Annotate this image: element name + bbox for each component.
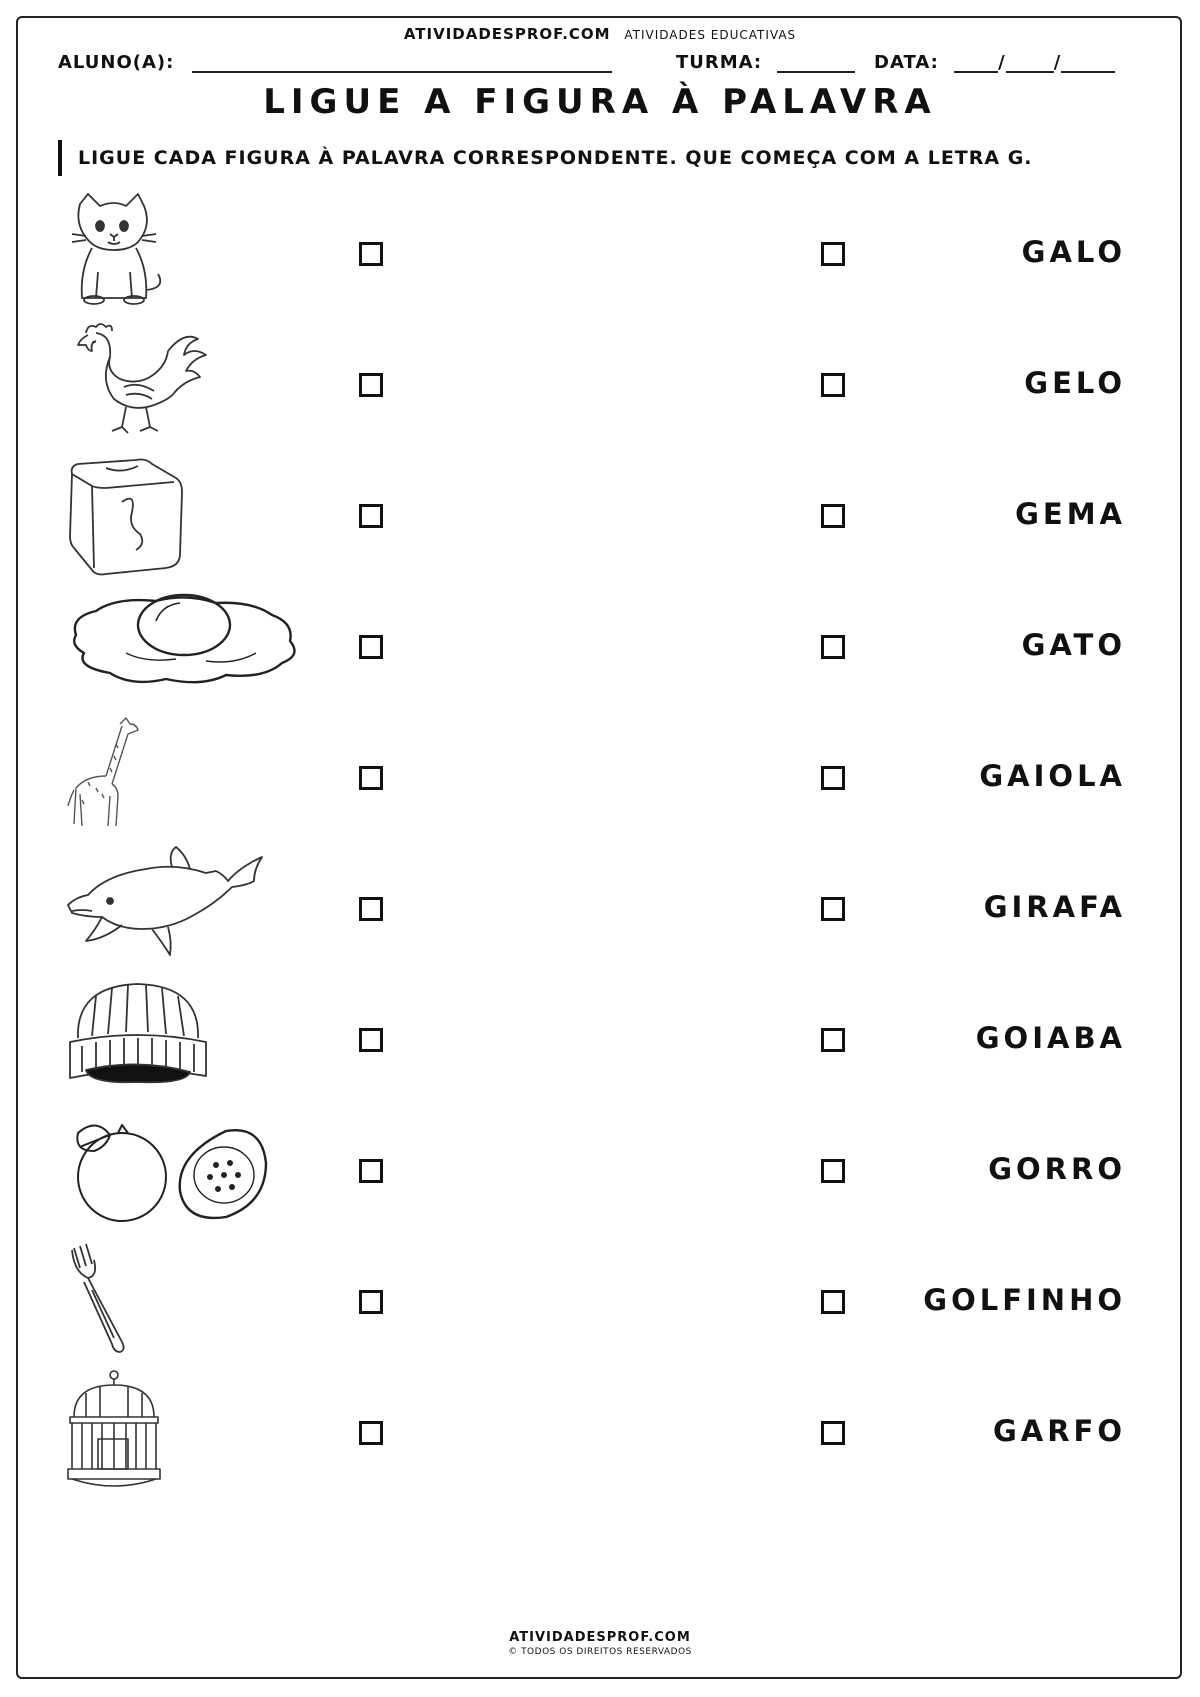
word-checkbox[interactable]: [821, 1159, 845, 1183]
page-title: LIGUE A FIGURA À PALAVRA: [263, 82, 937, 122]
rooster-icon: [66, 321, 306, 446]
day-line[interactable]: [954, 53, 998, 73]
word-checkbox[interactable]: [821, 1421, 845, 1445]
word-label: GOLFINHO: [923, 1283, 1126, 1317]
match-row: [0, 452, 1200, 582]
picture-checkbox[interactable]: [359, 766, 383, 790]
match-row: [0, 1107, 1200, 1237]
dolphin-icon: [66, 845, 306, 970]
picture-checkbox[interactable]: [359, 1290, 383, 1314]
match-row: [0, 321, 1200, 451]
footer-site: ATIVIDADESPROF.COM: [509, 1630, 691, 1645]
picture-checkbox[interactable]: [359, 1028, 383, 1052]
birdcage-icon: [66, 1369, 306, 1494]
data-label: DATA:: [874, 52, 939, 73]
picture-checkbox[interactable]: [359, 373, 383, 397]
word-label: GAIOLA: [979, 759, 1126, 793]
turma-line[interactable]: [777, 53, 855, 73]
picture-checkbox[interactable]: [359, 1421, 383, 1445]
match-row: [0, 845, 1200, 975]
picture-checkbox[interactable]: [359, 504, 383, 528]
word-label: GALO: [1021, 235, 1126, 269]
word-label: GOIABA: [975, 1021, 1126, 1055]
instruction-text: LIGUE CADA FIGURA À PALAVRA CORRESPONDENTE. QUE COMEÇA COM A LETRA G.: [58, 140, 1033, 176]
word-label: GARFO: [992, 1414, 1126, 1448]
footer: [0, 1630, 1200, 1657]
fried-egg-icon: [66, 583, 306, 708]
match-row: [0, 714, 1200, 844]
aluno-label: ALUNO(A):: [58, 52, 175, 73]
beanie-icon: [66, 976, 306, 1101]
data-field[interactable]: [874, 52, 1115, 73]
site-name: ATIVIDADESPROF.COM: [403, 25, 611, 43]
picture-checkbox[interactable]: [359, 242, 383, 266]
aluno-field[interactable]: [58, 52, 612, 73]
cat-icon: [66, 190, 306, 315]
word-checkbox[interactable]: [821, 766, 845, 790]
ice-cube-icon: [66, 452, 306, 577]
date-separator: /: [998, 52, 1006, 73]
month-line[interactable]: [1006, 53, 1054, 73]
picture-checkbox[interactable]: [359, 897, 383, 921]
year-line[interactable]: [1061, 53, 1115, 73]
match-row: [0, 583, 1200, 713]
site-header: [0, 25, 1200, 43]
word-label: GELO: [1024, 366, 1126, 400]
fork-icon: [66, 1238, 306, 1363]
giraffe-icon: [66, 714, 306, 839]
footer-rights: © TODOS OS DIREITOS RESERVADOS: [508, 1647, 692, 1657]
picture-checkbox[interactable]: [359, 1159, 383, 1183]
match-row: [0, 1369, 1200, 1499]
word-checkbox[interactable]: [821, 373, 845, 397]
word-label: GORRO: [988, 1152, 1126, 1186]
match-row: [0, 1238, 1200, 1368]
picture-checkbox[interactable]: [359, 635, 383, 659]
student-fields: [58, 52, 1148, 82]
date-separator: /: [1053, 52, 1062, 73]
guava-icon: [66, 1107, 306, 1232]
word-checkbox[interactable]: [821, 1028, 845, 1052]
site-subtitle: ATIVIDADES EDUCATIVAS: [624, 28, 797, 42]
match-row: [0, 976, 1200, 1106]
word-label: GEMA: [1015, 497, 1126, 531]
match-row: [0, 190, 1200, 320]
word-checkbox[interactable]: [821, 504, 845, 528]
turma-field[interactable]: [676, 52, 855, 73]
word-checkbox[interactable]: [821, 897, 845, 921]
word-checkbox[interactable]: [821, 1290, 845, 1314]
word-label: GATO: [1021, 628, 1126, 662]
aluno-line[interactable]: [192, 53, 612, 73]
turma-label: TURMA:: [676, 52, 763, 73]
word-checkbox[interactable]: [821, 635, 845, 659]
word-checkbox[interactable]: [821, 242, 845, 266]
word-label: GIRAFA: [983, 890, 1126, 924]
